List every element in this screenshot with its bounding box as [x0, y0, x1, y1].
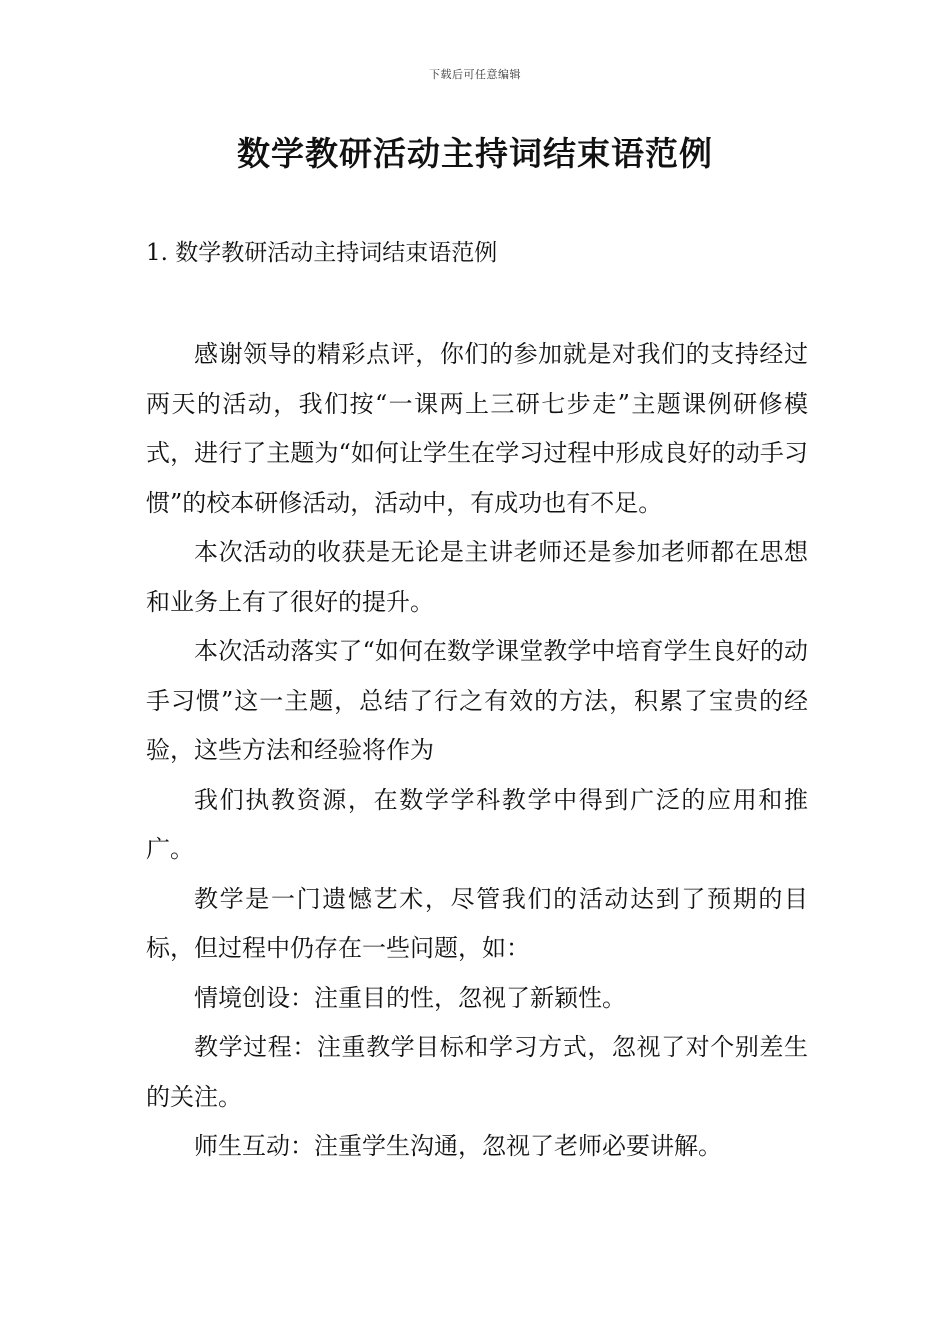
paragraph: 师生互动：注重学生沟通，忽视了老师必要讲解。 [194, 1132, 722, 1160]
paragraph: 感谢领导的精彩点评，你们的参加就是对我们的支持经过两天的活动，我们按“一课两上三研七步走”主题课例研修模式，进行了主题为“如何让学生在学习过程中形成良好的动手习惯”的校本研修活动，活动中，有成功也有不足。 [146, 340, 808, 517]
paragraph: 我们执教资源，在数学学科教学中得到广泛的应用和推广。 [146, 785, 808, 863]
document-title: 数学教研活动主持词结束语范例 [237, 134, 713, 173]
paragraph: 本次活动落实了“如何在数学课堂教学中培育学生良好的动手习惯”这一主题，总结了行之有效的方法，积累了宝贵的经验，这些方法和经验将作为 [146, 637, 808, 764]
header-note: 下载后可任意编辑 [429, 68, 521, 81]
section-heading: 1. 数学教研活动主持词结束语范例 [146, 240, 498, 266]
paragraph: 情境创设：注重目的性，忽视了新颖性。 [194, 983, 626, 1012]
paragraph: 教学过程：注重教学目标和学习方式，忽视了对个别差生的关注。 [146, 1033, 808, 1111]
paragraph: 教学是一门遗憾艺术，尽管我们的活动达到了预期的目标，但过程中仍存在一些问题，如： [146, 884, 808, 962]
paragraph: 本次活动的收获是无论是主讲老师还是参加老师都在思想和业务上有了很好的提升。 [146, 538, 808, 616]
document-body [146, 330, 808, 1172]
